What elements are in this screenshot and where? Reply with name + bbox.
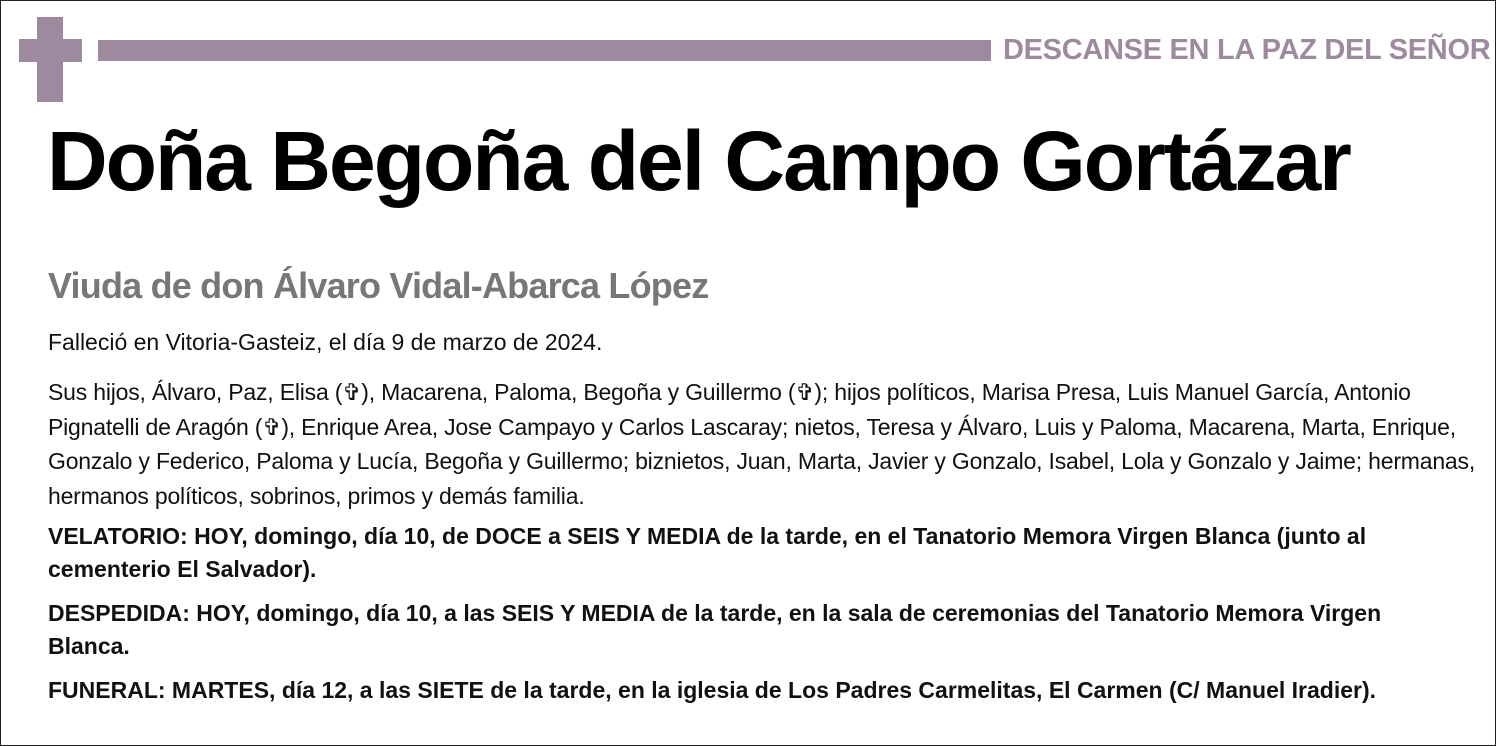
cross-icon bbox=[19, 17, 82, 102]
widow-subtitle: Viuda de don Álvaro Vidal-Abarca López bbox=[48, 265, 709, 306]
tagline: DESCANSE EN LA PAZ DEL SEÑOR bbox=[1003, 34, 1491, 66]
family-list: Sus hijos, Álvaro, Paz, Elisa (✞), Macarena, Paloma, Begoña y Guillermo (✞); hijos políticos, Marisa Presa, Luis Manuel García, Antonio Pignatelli de Aragón (✞), Enrique Area, Jose Campayo y Carlos Lascaray; nietos, Teresa y Álvaro, Luis y Paloma, Macarena, Marta, Enrique, Gonzalo y Federico, Paloma y Lucía, Begoña y Guillermo; biznietos, Juan, Marta, Javier y Gonzalo, Isabel, Lola y Gonzalo y Jaime; hermanas, hermanos políticos, sobrinos, primos y demás familia. bbox=[48, 379, 1476, 509]
despedida-notice: DESPEDIDA: HOY, domingo, día 10, a las SEIS Y MEDIA de la tarde, en la sala de ceremonias del Tanatorio Memora Virgen Blanca. bbox=[48, 600, 1382, 659]
deceased-name: Doña Begoña del Campo Gortázar bbox=[47, 114, 1350, 208]
funeral-notice: FUNERAL: MARTES, día 12, a las SIETE de la tarde, en la iglesia de Los Padres Carmelitas, El Carmen (C/ Manuel Iradier). bbox=[48, 677, 1377, 703]
header-divider-bar bbox=[98, 40, 991, 61]
death-notice: Falleció en Vitoria-Gasteiz, el día 9 de marzo de 2024. bbox=[48, 329, 603, 355]
velatorio-notice: VELATORIO: HOY, domingo, día 10, de DOCE a SEIS Y MEDIA de la tarde, en el Tanatorio Memora Virgen Blanca (junto al cementerio El Salvador). bbox=[48, 523, 1367, 582]
cross-icon-horizontal bbox=[19, 39, 82, 62]
